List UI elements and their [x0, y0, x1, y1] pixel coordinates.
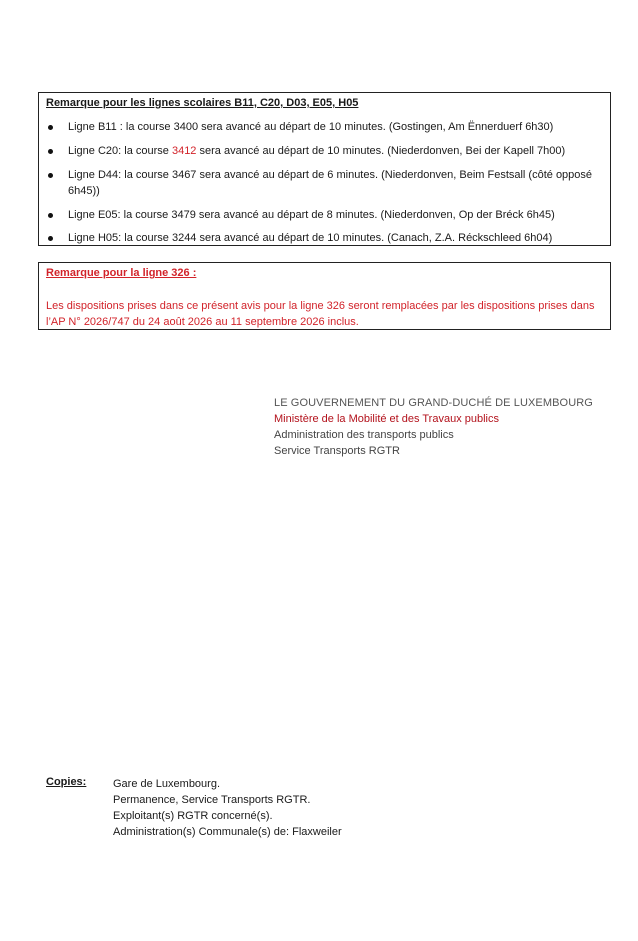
- list-item: Exploitant(s) RGTR concerné(s).: [113, 810, 273, 822]
- list-item-text: Ligne B11 : la course 3400 sera avancé au départ de 10 minutes. (Gostingen, Am Ënnerduerf 6h30): [68, 121, 554, 133]
- school-remark-title: Remarque pour les lignes scolaires B11, C20, D03, E05, H05: [46, 97, 359, 109]
- list-item-text-after: sera avancé au départ de 10 minutes. (Niederdonven, Bei der Kapell 7h00): [196, 145, 566, 157]
- list-item-text-before: Ligne C20: la course: [68, 145, 172, 157]
- copies-label: Copies:: [46, 776, 87, 788]
- administration-name: Administration des transports publics: [274, 429, 454, 441]
- line-326-remark-title: Remarque pour la ligne 326 :: [46, 267, 197, 279]
- government-header: [274, 395, 593, 459]
- school-lines-remark-box: [38, 92, 611, 246]
- list-item-text: Ligne E05: la course 3479 sera avancé au départ de 8 minutes. (Niederdonven, Op der Bréck 6h45): [68, 209, 555, 221]
- ministry-name: Ministère de la Mobilité et des Travaux publics: [274, 413, 499, 425]
- list-item: Gare de Luxembourg.: [113, 778, 221, 790]
- list-item-text: [68, 143, 604, 159]
- bullet-icon: [48, 236, 53, 241]
- highlighted-course-number: 3412: [171, 145, 197, 157]
- bullet-icon: [48, 125, 53, 130]
- service-name: Service Transports RGTR: [274, 445, 400, 457]
- list-item-text: Ligne D44: la course 3467 sera avancé au départ de 6 minutes. (Niederdonven, Beim Festsall (côté opposé 6h45)): [68, 169, 593, 197]
- line-326-remark-text: Les dispositions prises dans ce présent avis pour la ligne 326 seront remplacées par les dispositions prises dans l’AP N° 2026/747 du 24 août 2026 au 11 septembre 2026 inclus.: [46, 300, 595, 328]
- list-item: Administration(s) Communale(s) de: Flaxweiler: [113, 826, 342, 838]
- list-item: Permanence, Service Transports RGTR.: [113, 794, 311, 806]
- bullet-icon: [48, 173, 53, 178]
- list-item-text: Ligne H05: la course 3244 sera avancé au départ de 10 minutes. (Canach, Z.A. Réckschleed 6h04): [68, 232, 553, 244]
- government-name: LE GOUVERNEMENT DU GRAND-DUCHÉ DE LUXEMBOURG: [274, 397, 593, 409]
- bullet-icon: [48, 149, 53, 154]
- bullet-icon: [48, 213, 53, 218]
- copies-list: [113, 776, 342, 840]
- line-326-remark-box: [38, 262, 611, 330]
